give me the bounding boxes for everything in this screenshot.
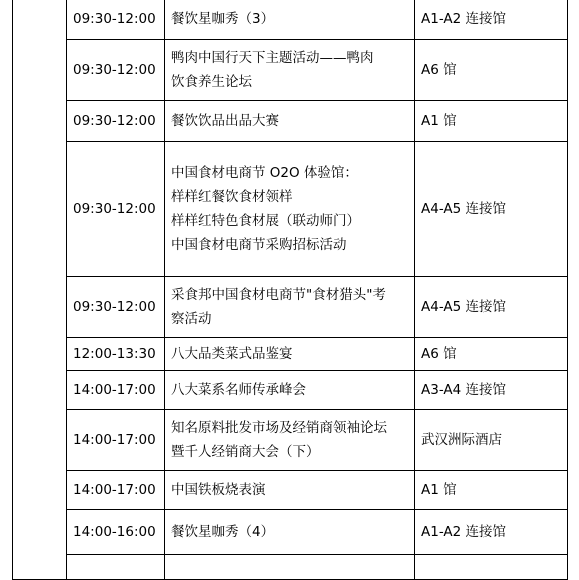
- event-line: 餐饮星咖秀（4）: [171, 524, 275, 540]
- table-row: [13, 338, 568, 371]
- time-cell: 09:30-12:00: [67, 142, 165, 277]
- table-row: [13, 555, 568, 580]
- time-cell: 14:00-17:00: [67, 371, 165, 410]
- event-line: 八大品类菜式品鉴宴: [171, 346, 293, 362]
- table-row: [13, 471, 568, 510]
- venue-cell: A1-A2 连接馆: [415, 510, 568, 555]
- merged-date-cell: [13, 0, 67, 580]
- time-cell: 12:00-13:30: [67, 338, 165, 371]
- table-row: [13, 510, 568, 555]
- table-row: [13, 40, 568, 101]
- event-line: 样样红餐饮食材领样: [171, 189, 293, 205]
- time-cell: 09:30-12:00: [67, 0, 165, 40]
- venue-cell: A6 馆: [415, 338, 568, 371]
- time-cell: 09:30-12:00: [67, 101, 165, 142]
- venue-cell: A6 馆: [415, 40, 568, 101]
- event-line: 八大菜系名师传承峰会: [171, 382, 306, 398]
- table-row: [13, 101, 568, 142]
- event-cell: [165, 555, 415, 580]
- event-line: 中国食材电商节采购招标活动: [171, 237, 347, 253]
- table-row: [13, 371, 568, 410]
- event-cell: [165, 277, 415, 338]
- venue-cell: 武汉洲际酒店: [415, 410, 568, 471]
- venue-cell: A4-A5 连接馆: [415, 277, 568, 338]
- event-cell: [165, 471, 415, 510]
- schedule-table: [12, 0, 568, 580]
- venue-cell: [415, 555, 568, 580]
- table-row: [13, 410, 568, 471]
- time-cell: 09:30-12:00: [67, 277, 165, 338]
- venue-cell: A1 馆: [415, 471, 568, 510]
- venue-cell: A1 馆: [415, 101, 568, 142]
- venue-cell: A1-A2 连接馆: [415, 0, 568, 40]
- time-cell: 09:30-12:00: [67, 40, 165, 101]
- time-cell: [67, 555, 165, 580]
- time-cell: 14:00-17:00: [67, 471, 165, 510]
- event-cell: [165, 0, 415, 40]
- event-line: 鸭肉中国行天下主题活动——鸭肉: [171, 50, 374, 66]
- time-cell: 14:00-17:00: [67, 410, 165, 471]
- event-line: 中国食材电商节 O2O 体验馆：: [171, 165, 358, 181]
- event-cell: [165, 40, 415, 101]
- time-cell: 14:00-16:00: [67, 510, 165, 555]
- venue-cell: A3-A4 连接馆: [415, 371, 568, 410]
- venue-cell: A4-A5 连接馆: [415, 142, 568, 277]
- event-cell: [165, 142, 415, 277]
- event-line: 餐饮星咖秀（3）: [171, 11, 275, 27]
- table-row: [13, 142, 568, 277]
- event-cell: [165, 338, 415, 371]
- event-line: 采食邦中国食材电商节"食材猎头"考: [171, 287, 386, 303]
- event-line: 知名原料批发市场及经销商领袖论坛: [171, 420, 387, 436]
- event-cell: [165, 101, 415, 142]
- table-row: [13, 0, 568, 40]
- event-line: 中国铁板烧表演: [171, 482, 266, 498]
- event-line: 察活动: [171, 311, 212, 327]
- event-cell: [165, 410, 415, 471]
- event-cell: [165, 371, 415, 410]
- event-line: 餐饮饮品出品大赛: [171, 113, 279, 129]
- event-line: 样样红特色食材展（联动师门）: [171, 213, 360, 229]
- event-line: 暨千人经销商大会（下）: [171, 444, 320, 460]
- event-cell: [165, 510, 415, 555]
- table-row: [13, 277, 568, 338]
- event-line: 饮食养生论坛: [171, 74, 252, 90]
